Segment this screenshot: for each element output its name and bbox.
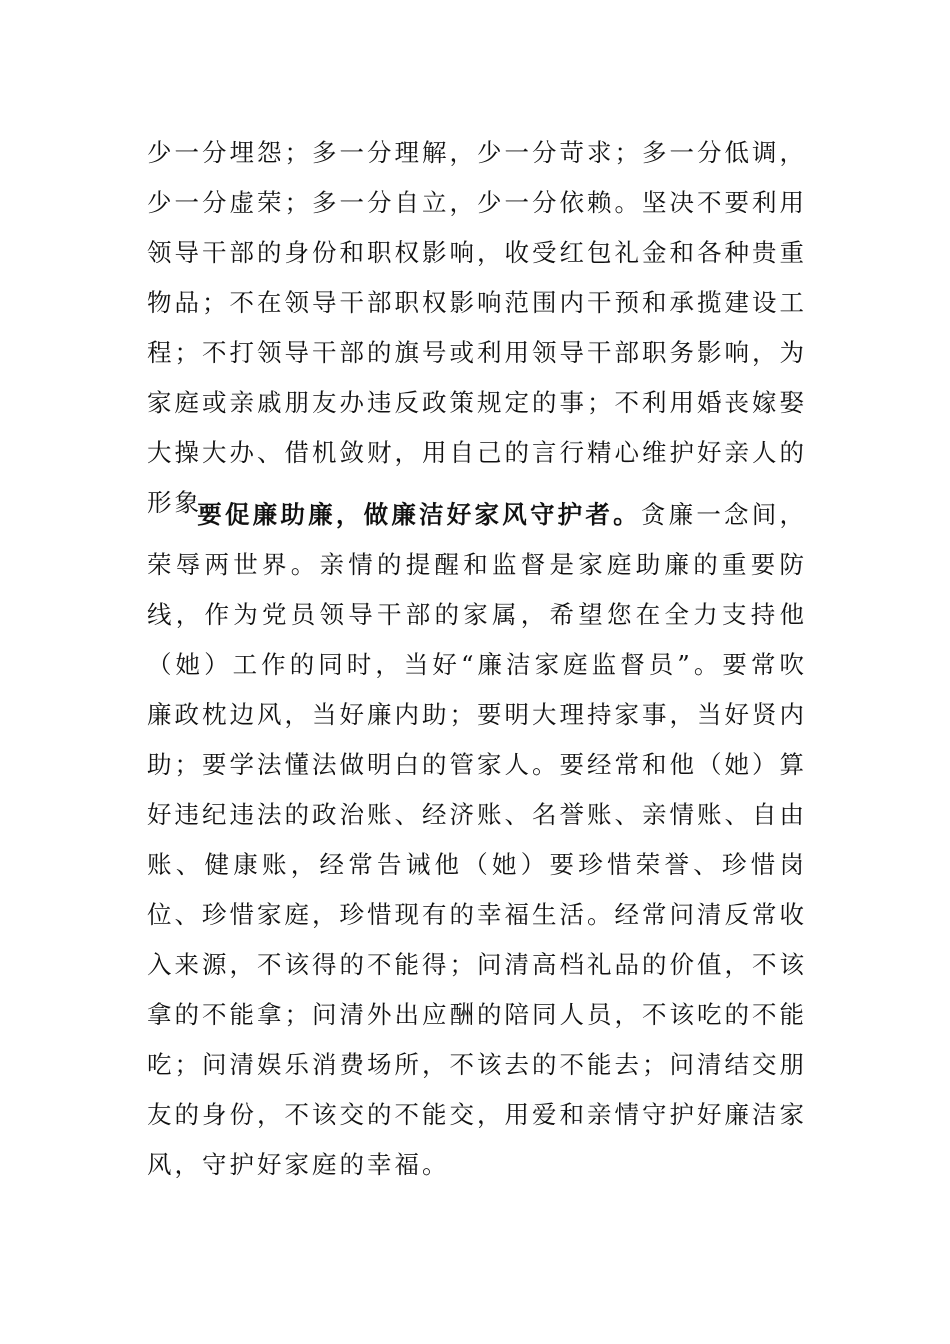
paragraph-continuation <box>147 128 807 528</box>
paragraph-2-heading: 要促廉助廉，做廉洁好家风守护者。 <box>197 500 641 529</box>
paragraph-family-guardian <box>147 490 807 1190</box>
paragraph-1-text: 少一分埋怨；多一分理解，少一分苛求；多一分低调，少一分虚荣；多一分自立，少一分依赖。坚决不要利用领导干部的身份和职权影响，收受红包礼金和各种贵重物品；不在领导干部职权影响范围内干预和承揽建设工程；不打领导干部的旗号或利用领导干部职务影响，为家庭或亲戚朋友办违反政策规定的事；不利用婚丧嫁娶大操大办、借机敛财，用自己的言行精心维护好亲人的形象。 <box>147 138 807 517</box>
paragraph-2-body: 贪廉一念间，荣辱两世界。亲情的提醒和监督是家庭助廉的重要防线，作为党员领导干部的家属，希望您在全力支持他（她）工作的同时，当好“廉洁家庭监督员”。要常吹廉政枕边风，当好廉内助；要明大理持家事，当好贤内助；要学法懂法做明白的管家人。要经常和他（她）算好违纪违法的政治账、经济账、名誉账、亲情账、自由账、健康账，经常告诫他（她）要珍惜荣誉、珍惜岗位、珍惜家庭，珍惜现有的幸福生活。经常问清反常收入来源，不该得的不能得；问清高档礼品的价值，不该拿的不能拿；问清外出应酬的陪同人员，不该吃的不能吃；问清娱乐消费场所，不该去的不能去；问清结交朋友的身份，不该交的不能交，用爱和亲情守护好廉洁家风，守护好家庭的幸福。 <box>147 500 808 1179</box>
